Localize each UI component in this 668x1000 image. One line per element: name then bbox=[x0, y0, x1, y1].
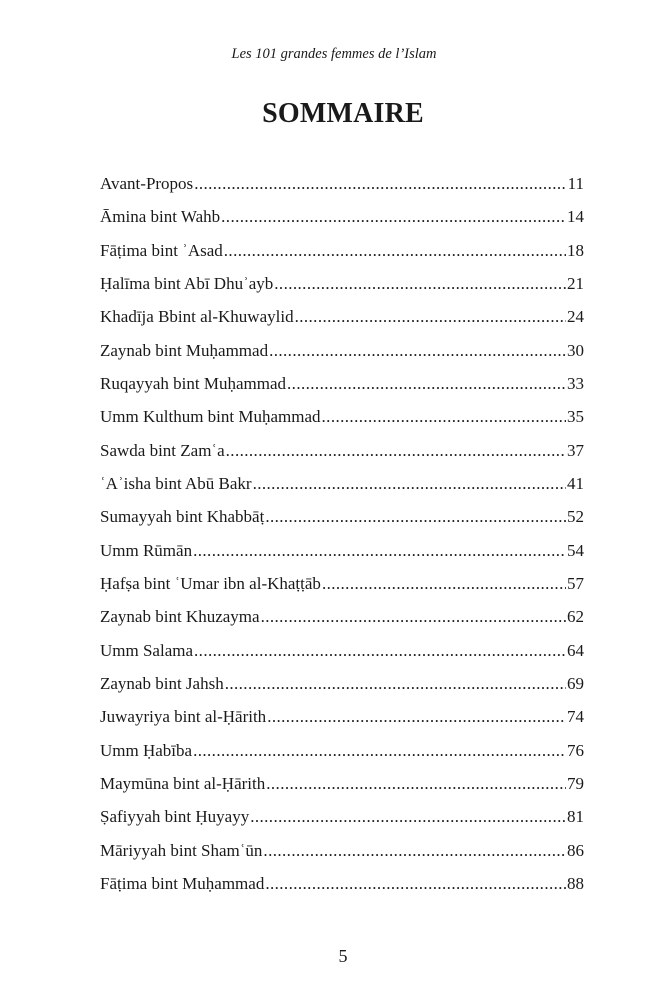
toc-entry-title: Āmina bint Wahb bbox=[100, 207, 221, 227]
toc-entry[interactable] bbox=[100, 237, 584, 270]
dot-leader bbox=[224, 237, 566, 265]
toc-entry-page-number: 24 bbox=[567, 307, 584, 327]
toc-entry[interactable] bbox=[100, 370, 584, 403]
toc-entry[interactable] bbox=[100, 870, 584, 903]
toc-entry-page-number: 14 bbox=[567, 207, 584, 227]
toc-entry[interactable] bbox=[100, 537, 584, 570]
dot-leader bbox=[253, 470, 566, 498]
toc-entry-title: Māriyyah bint Shamʿūn bbox=[100, 840, 263, 860]
toc-entry-title: Avant-Propos bbox=[100, 174, 194, 193]
toc-entry-page-number: 54 bbox=[567, 540, 584, 560]
toc-entry-title: Fāṭima bint Muḥammad bbox=[100, 873, 265, 893]
dot-leader bbox=[194, 637, 566, 665]
toc-entry[interactable] bbox=[100, 670, 584, 703]
toc-entry-page-number: 64 bbox=[567, 640, 584, 660]
toc-entry[interactable] bbox=[100, 437, 584, 470]
toc-entry-title: Juwayriya bint al-Ḥārith bbox=[100, 707, 267, 727]
table-of-contents bbox=[100, 170, 584, 903]
dot-leader bbox=[274, 270, 566, 298]
page-title: SOMMAIRE bbox=[262, 98, 424, 129]
toc-entry-title: ʿAʾisha bint Abū Bakr bbox=[100, 473, 252, 493]
dot-leader bbox=[269, 337, 566, 365]
toc-entry-title: Ḥalīma bint Abī Dhuʾayb bbox=[100, 273, 274, 293]
toc-entry-page-number: 37 bbox=[567, 440, 584, 460]
page-number: 5 bbox=[338, 946, 348, 966]
toc-entry[interactable] bbox=[100, 203, 584, 236]
toc-entry-title: Zaynab bint Muḥammad bbox=[100, 340, 269, 360]
toc-entry-title: Umm Rūmān bbox=[100, 540, 193, 560]
toc-entry[interactable] bbox=[100, 737, 584, 770]
toc-entry[interactable] bbox=[100, 503, 584, 536]
toc-entry-title: Umm Kulthum bint Muḥammad bbox=[100, 407, 321, 427]
toc-entry-title: Zaynab bint Khuzayma bbox=[100, 607, 260, 627]
toc-entry-page-number: 11 bbox=[567, 174, 584, 193]
toc-entry-page-number: 88 bbox=[567, 873, 584, 893]
toc-entry-title: Umm Salama bbox=[100, 640, 194, 660]
dot-leader bbox=[322, 403, 566, 431]
toc-entry-page-number: 79 bbox=[567, 773, 584, 793]
toc-entry-page-number: 86 bbox=[567, 840, 584, 860]
dot-leader bbox=[261, 603, 566, 631]
dot-leader bbox=[193, 737, 566, 765]
dot-leader bbox=[226, 437, 566, 465]
toc-entry[interactable] bbox=[100, 337, 584, 370]
toc-entry[interactable] bbox=[100, 770, 584, 803]
toc-entry-title: Zaynab bint Jahsh bbox=[100, 673, 224, 693]
toc-entry-page-number: 41 bbox=[567, 473, 584, 493]
toc-entry-title: Ṣafiyyah bint Ḥuyayy bbox=[100, 807, 250, 827]
dot-leader bbox=[193, 537, 566, 565]
toc-entry-page-number: 52 bbox=[567, 507, 584, 527]
dot-leader bbox=[225, 670, 566, 698]
toc-entry[interactable] bbox=[100, 170, 584, 203]
toc-entry-title: Ḥafṣa bint ʿUmar ibn al-Khaṭṭāb bbox=[100, 573, 321, 593]
toc-entry[interactable] bbox=[100, 703, 584, 736]
dot-leader bbox=[322, 570, 566, 598]
toc-entry[interactable] bbox=[100, 470, 584, 503]
toc-entry-title: Sumayyah bint Khabbāṭ bbox=[100, 507, 265, 527]
toc-entry[interactable] bbox=[100, 637, 584, 670]
dot-leader bbox=[287, 370, 566, 398]
dot-leader bbox=[267, 703, 566, 731]
toc-entry-title: Maymūna bint al-Ḥārith bbox=[100, 773, 266, 793]
toc-entry[interactable] bbox=[100, 803, 584, 836]
toc-entry-title: Ruqayyah bint Muḥammad bbox=[100, 373, 287, 393]
toc-entry[interactable] bbox=[100, 403, 584, 436]
toc-entry-page-number: 62 bbox=[567, 607, 584, 627]
toc-entry[interactable] bbox=[100, 303, 584, 336]
toc-entry[interactable] bbox=[100, 603, 584, 636]
toc-entry[interactable] bbox=[100, 270, 584, 303]
dot-leader bbox=[265, 870, 566, 898]
running-header: Les 101 grandes femmes de l’Islam bbox=[231, 46, 437, 62]
dot-leader bbox=[250, 803, 566, 831]
dot-leader bbox=[263, 837, 566, 865]
toc-entry-title: Umm Ḥabība bbox=[100, 740, 193, 760]
dot-leader bbox=[295, 303, 566, 331]
toc-entry-page-number: 76 bbox=[567, 740, 584, 760]
toc-entry-page-number: 35 bbox=[567, 407, 584, 427]
toc-entry[interactable] bbox=[100, 570, 584, 603]
toc-entry-page-number: 74 bbox=[567, 707, 584, 727]
toc-entry-page-number: 57 bbox=[567, 573, 584, 593]
dot-leader bbox=[194, 170, 566, 198]
dot-leader bbox=[221, 203, 566, 231]
dot-leader bbox=[265, 503, 566, 531]
toc-entry-page-number: 30 bbox=[567, 340, 584, 360]
toc-entry-title: Sawda bint Zamʿa bbox=[100, 440, 225, 460]
toc-entry-page-number: 21 bbox=[567, 273, 584, 293]
toc-entry[interactable] bbox=[100, 837, 584, 870]
toc-entry-title: Khadīja Bbint al-Khuwaylid bbox=[100, 307, 294, 327]
dot-leader bbox=[266, 770, 566, 798]
toc-entry-page-number: 81 bbox=[567, 807, 584, 827]
toc-entry-page-number: 69 bbox=[567, 673, 584, 693]
toc-entry-title: Fāṭima bint ʾAsad bbox=[100, 240, 223, 260]
toc-entry-page-number: 33 bbox=[567, 373, 584, 393]
toc-entry-page-number: 18 bbox=[567, 240, 584, 260]
